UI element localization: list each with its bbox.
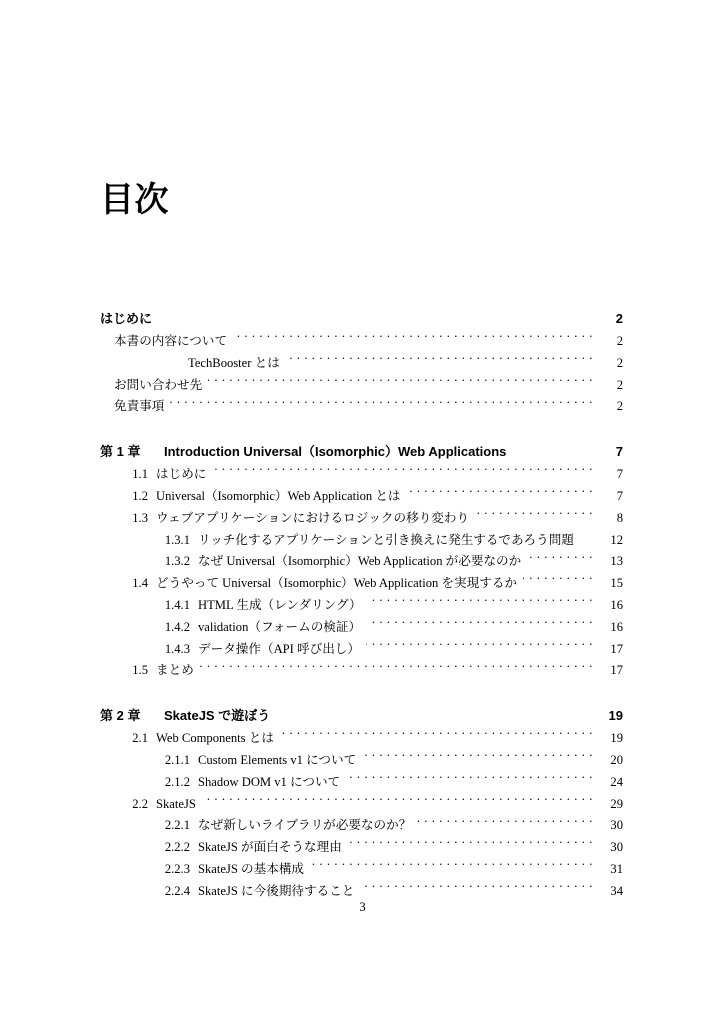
- toc-entry-leaders: [286, 354, 593, 367]
- toc-group-gap: [100, 682, 623, 704]
- toc-entry[interactable]: [100, 464, 623, 486]
- toc-entry[interactable]: [100, 331, 623, 353]
- toc-entry-label: SkateJS の基本構成: [198, 861, 305, 876]
- toc-entry[interactable]: [100, 704, 623, 728]
- toc-entry-page: 12: [610, 532, 623, 547]
- toc-entry-label: Introduction Universal（Isomorphic）Web Applications: [164, 444, 507, 460]
- toc-entry-number: 1.3: [132, 510, 148, 525]
- toc-entry-leaders: [407, 487, 593, 500]
- toc-entry-page: 2: [616, 334, 623, 348]
- toc-entry-page: 17: [610, 663, 623, 678]
- toc-entry-label: Web Components とは: [156, 731, 274, 746]
- toc-entry-label: なぜ Universal（Isomorphic）Web Application が必要なのか: [198, 554, 522, 569]
- toc-entry-label: リッチ化するアプリケーションと引き換えに発生するであろう問題: [198, 532, 574, 547]
- toc-entry-number: 1.3.2: [164, 554, 190, 569]
- toc-entry-leaders: [417, 817, 593, 830]
- toc-entry-page: 30: [610, 818, 623, 833]
- toc-entry-number: 2.2: [132, 796, 148, 811]
- toc-entry-number: 第 1 章: [100, 444, 141, 460]
- toc-entry[interactable]: [100, 353, 623, 375]
- toc-entry-leaders: [527, 553, 593, 566]
- toc-entry-number: 2.2.3: [164, 861, 190, 876]
- toc-entry-number: 1.4: [132, 576, 148, 591]
- toc-entry-leaders: [368, 596, 593, 609]
- toc-entry[interactable]: [100, 837, 623, 859]
- toc-entry-leaders: [208, 376, 593, 389]
- toc-entry-leaders: [435, 707, 593, 720]
- toc-entry[interactable]: [100, 794, 623, 816]
- toc-entry-number: 1.2: [132, 488, 148, 503]
- toc-entry-leaders: [475, 509, 593, 522]
- toc-entry[interactable]: [100, 396, 623, 418]
- toc-entry-number: 2.1: [132, 731, 148, 746]
- toc-entry-label: まとめ: [156, 663, 194, 678]
- toc-entry-number: 1.4.3: [164, 641, 190, 656]
- toc-entry-label: HTML 生成（レンダリング）: [198, 597, 362, 612]
- toc-entry-label: Custom Elements v1 について: [198, 752, 357, 767]
- toc-entry-label: Shadow DOM v1 について: [198, 774, 341, 789]
- toc-entry-label: 免責事項: [114, 399, 165, 414]
- toc-entry-number: 第 2 章: [100, 708, 141, 724]
- toc-entry-leaders: [346, 773, 593, 786]
- toc-group-gap: [100, 418, 623, 440]
- toc-entry-leaders: [212, 466, 593, 479]
- toc-entry-leaders: [200, 662, 593, 675]
- toc-entry-leaders: [376, 310, 594, 323]
- toc-entry-leaders: [367, 618, 593, 631]
- toc-entry-leaders: [233, 332, 593, 345]
- toc-entry-number: 1.1: [132, 467, 148, 482]
- page-title: 目次: [100, 181, 169, 219]
- toc-entry-leaders: [360, 882, 593, 895]
- toc-entry-leaders: [580, 531, 593, 544]
- toc-entry[interactable]: [100, 750, 623, 772]
- toc-entry-page: 8: [616, 510, 623, 525]
- toc-entry-number: 1.4.2: [164, 619, 190, 634]
- toc-entry-leaders: [202, 795, 593, 808]
- toc-entry-label: はじめに: [100, 311, 153, 326]
- toc-entry-label: SkateJS が面白そうな理由: [198, 840, 342, 855]
- toc-entry-page: 2: [616, 377, 623, 392]
- table-of-contents: [100, 307, 623, 903]
- toc-entry-page: 15: [610, 576, 623, 591]
- toc-entry-page: 16: [610, 619, 623, 634]
- toc-entry-page: 7: [616, 467, 623, 482]
- toc-entry-label: データ操作（API 呼び出し）: [198, 641, 360, 656]
- toc-entry-label: はじめに: [156, 467, 207, 482]
- toc-entry-label: SkateJS で遊ぼう: [164, 708, 271, 724]
- toc-entry-leaders: [310, 860, 593, 873]
- toc-entry[interactable]: [100, 573, 623, 595]
- toc-entry-page: 19: [610, 731, 623, 746]
- toc-entry-label: 本書の内容について: [114, 334, 228, 348]
- toc-entry-page: 2: [616, 355, 623, 370]
- toc-entry[interactable]: [100, 815, 623, 837]
- toc-entry-leaders: [523, 575, 593, 588]
- toc-entry-number: 1.5: [132, 663, 148, 678]
- toc-entry[interactable]: [100, 375, 623, 397]
- toc-entry-page: 29: [610, 796, 623, 811]
- toc-entry-leaders: [348, 839, 593, 852]
- toc-entry-label: ウェブアプリケーションにおけるロジックの移り変わり: [156, 510, 470, 525]
- toc-entry-page: 7: [616, 488, 623, 503]
- toc-entry-number: 2.2.1: [164, 818, 190, 833]
- page-folio: 3: [359, 900, 366, 914]
- toc-entry-number: 2.2.4: [164, 883, 190, 898]
- toc-entry-leaders: [366, 640, 593, 653]
- toc-entry-label: SkateJS: [156, 796, 196, 811]
- toc-entry-number: 2.1.1: [164, 752, 190, 767]
- toc-entry-page: 7: [615, 444, 623, 460]
- toc-entry-leaders: [170, 398, 593, 411]
- toc-entry-number: 2.1.2: [164, 774, 190, 789]
- toc-entry-page: 2: [615, 311, 624, 326]
- toc-entry-page: 19: [608, 708, 624, 724]
- toc-entry[interactable]: [100, 307, 623, 331]
- toc-entry-leaders: [553, 443, 593, 456]
- toc-entry-number: 2.2.2: [164, 840, 190, 855]
- toc-entry[interactable]: [100, 728, 623, 750]
- toc-entry-page: 16: [610, 597, 623, 612]
- toc-entry-label: SkateJS に今後期待すること: [198, 883, 355, 898]
- toc-entry[interactable]: [100, 551, 623, 573]
- toc-entry-label: validation（フォームの検証）: [198, 619, 362, 634]
- toc-entry-page: 34: [610, 883, 623, 898]
- toc-entry-label: なぜ新しいライブラリが必要なのか？: [198, 818, 412, 833]
- toc-entry[interactable]: [100, 859, 623, 881]
- toc-entry-label: Universal（Isomorphic）Web Application とは: [156, 488, 401, 503]
- toc-entry[interactable]: [100, 530, 623, 552]
- toc-entry-page: 17: [610, 641, 623, 656]
- toc-entry-leaders: [362, 751, 593, 764]
- toc-entry[interactable]: [100, 660, 623, 682]
- toc-entry-number: 1.4.1: [164, 597, 190, 612]
- toc-entry-page: 13: [610, 554, 623, 569]
- toc-entry[interactable]: [100, 595, 623, 617]
- toc-entry[interactable]: [100, 440, 623, 464]
- toc-entry-page: 30: [610, 840, 623, 855]
- toc-entry-label: TechBooster とは: [188, 355, 280, 370]
- toc-entry-leaders: [280, 730, 593, 743]
- toc-entry[interactable]: [100, 639, 623, 661]
- toc-entry-page: 2: [616, 399, 623, 414]
- toc-entry-page: 24: [610, 774, 623, 789]
- toc-entry-page: 20: [610, 752, 623, 767]
- toc-entry-label: どうやって Universal（Isomorphic）Web Application を実現するか: [156, 576, 518, 591]
- toc-entry-number: 1.3.1: [164, 532, 190, 547]
- toc-entry-page: 31: [610, 861, 623, 876]
- toc-entry[interactable]: [100, 486, 623, 508]
- toc-entry[interactable]: [100, 617, 623, 639]
- toc-entry-label: お問い合わせ先: [114, 377, 203, 392]
- toc-entry[interactable]: [100, 508, 623, 530]
- toc-entry[interactable]: [100, 772, 623, 794]
